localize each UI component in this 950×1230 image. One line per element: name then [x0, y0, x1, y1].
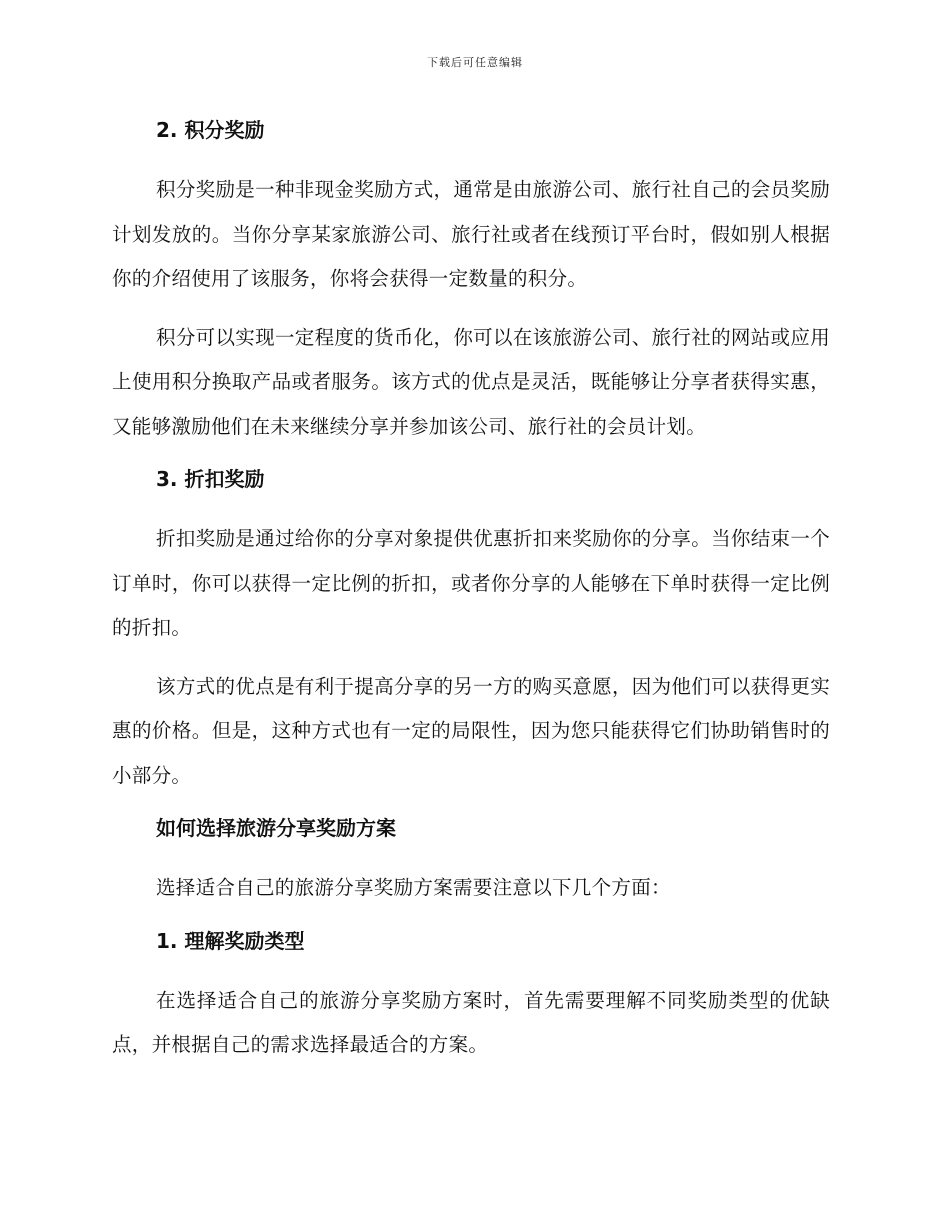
paragraph: 选择适合自己的旅游分享奖励方案需要注意以下几个方面： [156, 876, 671, 899]
section-heading-how-to-choose: 如何选择旅游分享奖励方案 [156, 816, 396, 840]
paragraph: 折扣奖励是通过给你的分享对象提供优惠折扣来奖励你的分享。当你结束一个订单时，你可以获得一定比例的折扣，或者你分享的人能够在下单时获得一定比例的折扣。 [112, 527, 830, 639]
paragraph: 积分奖励是一种非现金奖励方式，通常是由旅游公司、旅行社自己的会员奖励计划发放的。当你分享某家旅游公司、旅行社或者在线预订平台时，假如别人根据你的介绍使用了该服务，你将会获得一定数量的积分。 [112, 178, 830, 290]
paragraph: 该方式的优点是有利于提高分享的另一方的购买意愿，因为他们可以获得更实惠的价格。但是，这种方式也有一定的局限性，因为您只能获得它们协助销售时的小部分。 [112, 674, 830, 787]
section-heading-understand-types: 1. 理解奖励类型 [156, 928, 305, 953]
document-body [112, 114, 830, 1082]
page-header: 下载后可任意编辑 [427, 56, 523, 69]
section-heading-points-reward: 2. 积分奖励 [156, 118, 265, 142]
paragraph: 在选择适合自己的旅游分享奖励方案时，首先需要理解不同奖励类型的优缺点，并根据自己的需求选择最适合的方案。 [112, 988, 830, 1056]
paragraph: 积分可以实现一定程度的货币化，你可以在该旅游公司、旅行社的网站或应用上使用积分换取产品或者服务。该方式的优点是灵活，既能够让分享者获得实惠，又能够激励他们在未来继续分享并参加该公司、旅行社的会员计划。 [112, 325, 830, 438]
section-heading-discount-reward: 3. 折扣奖励 [156, 467, 265, 491]
